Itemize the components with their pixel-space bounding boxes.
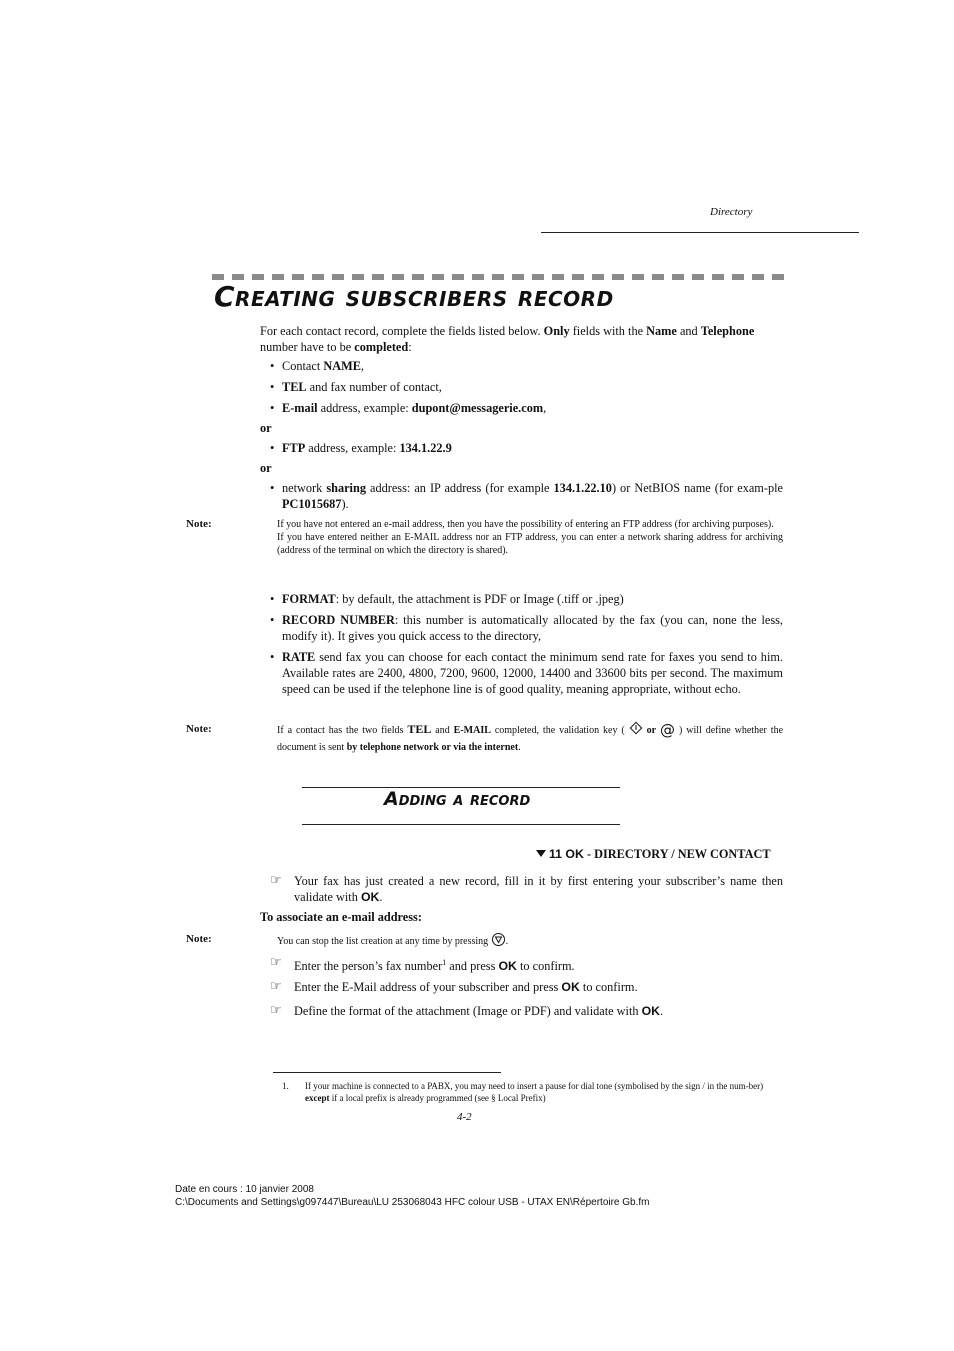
subsection-title: Adding a record [384,788,531,810]
or-separator: or [260,421,272,435]
list-item: • E-mail address, example: dupont@messagerie.com, [270,401,547,415]
list-item: • network sharing address: an IP address (for example 134.1.22.10) or NetBIOS name (for exam-ple PC1015687). [270,481,783,511]
arrow-down-icon [536,850,546,857]
at-key-icon: @ [660,721,676,739]
pointing-hand-icon: ☞ [270,873,282,888]
procedure-step: ☞ Define the format of the attachment (Image or PDF) and validate with OK. [270,1003,664,1018]
footnote: 1. If your machine is connected to a PABX, you may need to insert a pause for dial tone (symbolised by the sign / in the num-ber) except if a local prefix is already programmed (see § Local Prefix) [282,1081,764,1103]
title-rule-bottom [302,824,620,825]
note-text: If you have not entered an e-mail address, then you have the possibility of entering an FTP address (for archiving purposes). If you have entered neither an E-MAIL address nor an FTP address, you can enter a network sharing address for archiving (address of the terminal on which the directory is shared). [277,519,783,556]
procedure-step: ☞ Enter the person’s fax number$^1$ and press OK to confirm. [270,955,575,974]
footer-path: C:\Documents and Settings\g097447\Bureau\LU 253068043 HFC colour USB - UTAX EN\Répertoire Gb.fm [175,1197,650,1208]
note-text: If a contact has the two fields TEL and E-MAIL completed, the validation key ( or @ ) will define whether the document is sent by telephone network or via the internet. [277,721,784,753]
intro-paragraph: For each contact record, complete the fields listed below. Only fields with the Name and Telephone number have to be completed: [260,324,755,354]
list-item: • FORMAT: by default, the attachment is PDF or Image (.tiff or .jpeg) [270,592,624,606]
note-label: Note: [186,723,212,735]
pointing-hand-icon: ☞ [270,979,282,994]
section-title: Creating subscribers record [214,280,614,313]
note-label: Note: [186,933,212,945]
note-text: You can stop the list creation at any time by pressing . [277,932,783,951]
footnote-rule [273,1072,501,1073]
or-separator: or [260,461,272,475]
subheading: To associate an e-mail address: [260,910,422,924]
list-item: • TEL and fax number of contact, [270,380,442,394]
footer-date: Date en cours : 10 janvier 2008 [175,1184,314,1195]
diamond-key-icon [629,721,643,740]
list-item: • FTP address, example: 134.1.22.9 [270,441,452,455]
stop-key-icon [491,932,506,951]
pointing-hand-icon: ☞ [270,1003,282,1018]
menu-path: 11 OK - DIRECTORY / NEW CONTACT [536,847,771,862]
list-item: • Contact NAME, [270,359,364,373]
running-header: Directory [710,206,753,218]
pointing-hand-icon: ☞ [270,955,282,970]
note-label: Note: [186,518,212,530]
procedure-step: ☞ Your fax has just created a new record, fill in it by first entering your subscriber’s name then validate with OK. [270,873,783,904]
list-item: • RECORD NUMBER: this number is automatically allocated by the fax (you can, none the less, modify it). It gives you quick access to the directory, [270,613,783,643]
procedure-step: ☞ Enter the E-Mail address of your subscriber and press OK to confirm. [270,979,638,994]
list-item: • RATE send fax you can choose for each contact the minimum send rate for faxes you send to him. Available rates are 2400, 4800, 7200, 9600, 12000, 14400 and 33600 bits per second. The maximum speed can be used if the telephone line is of good quality, meaning appropriate, without echo. [270,650,783,696]
header-rule [541,232,859,233]
page-number: 4-2 [457,1111,472,1123]
